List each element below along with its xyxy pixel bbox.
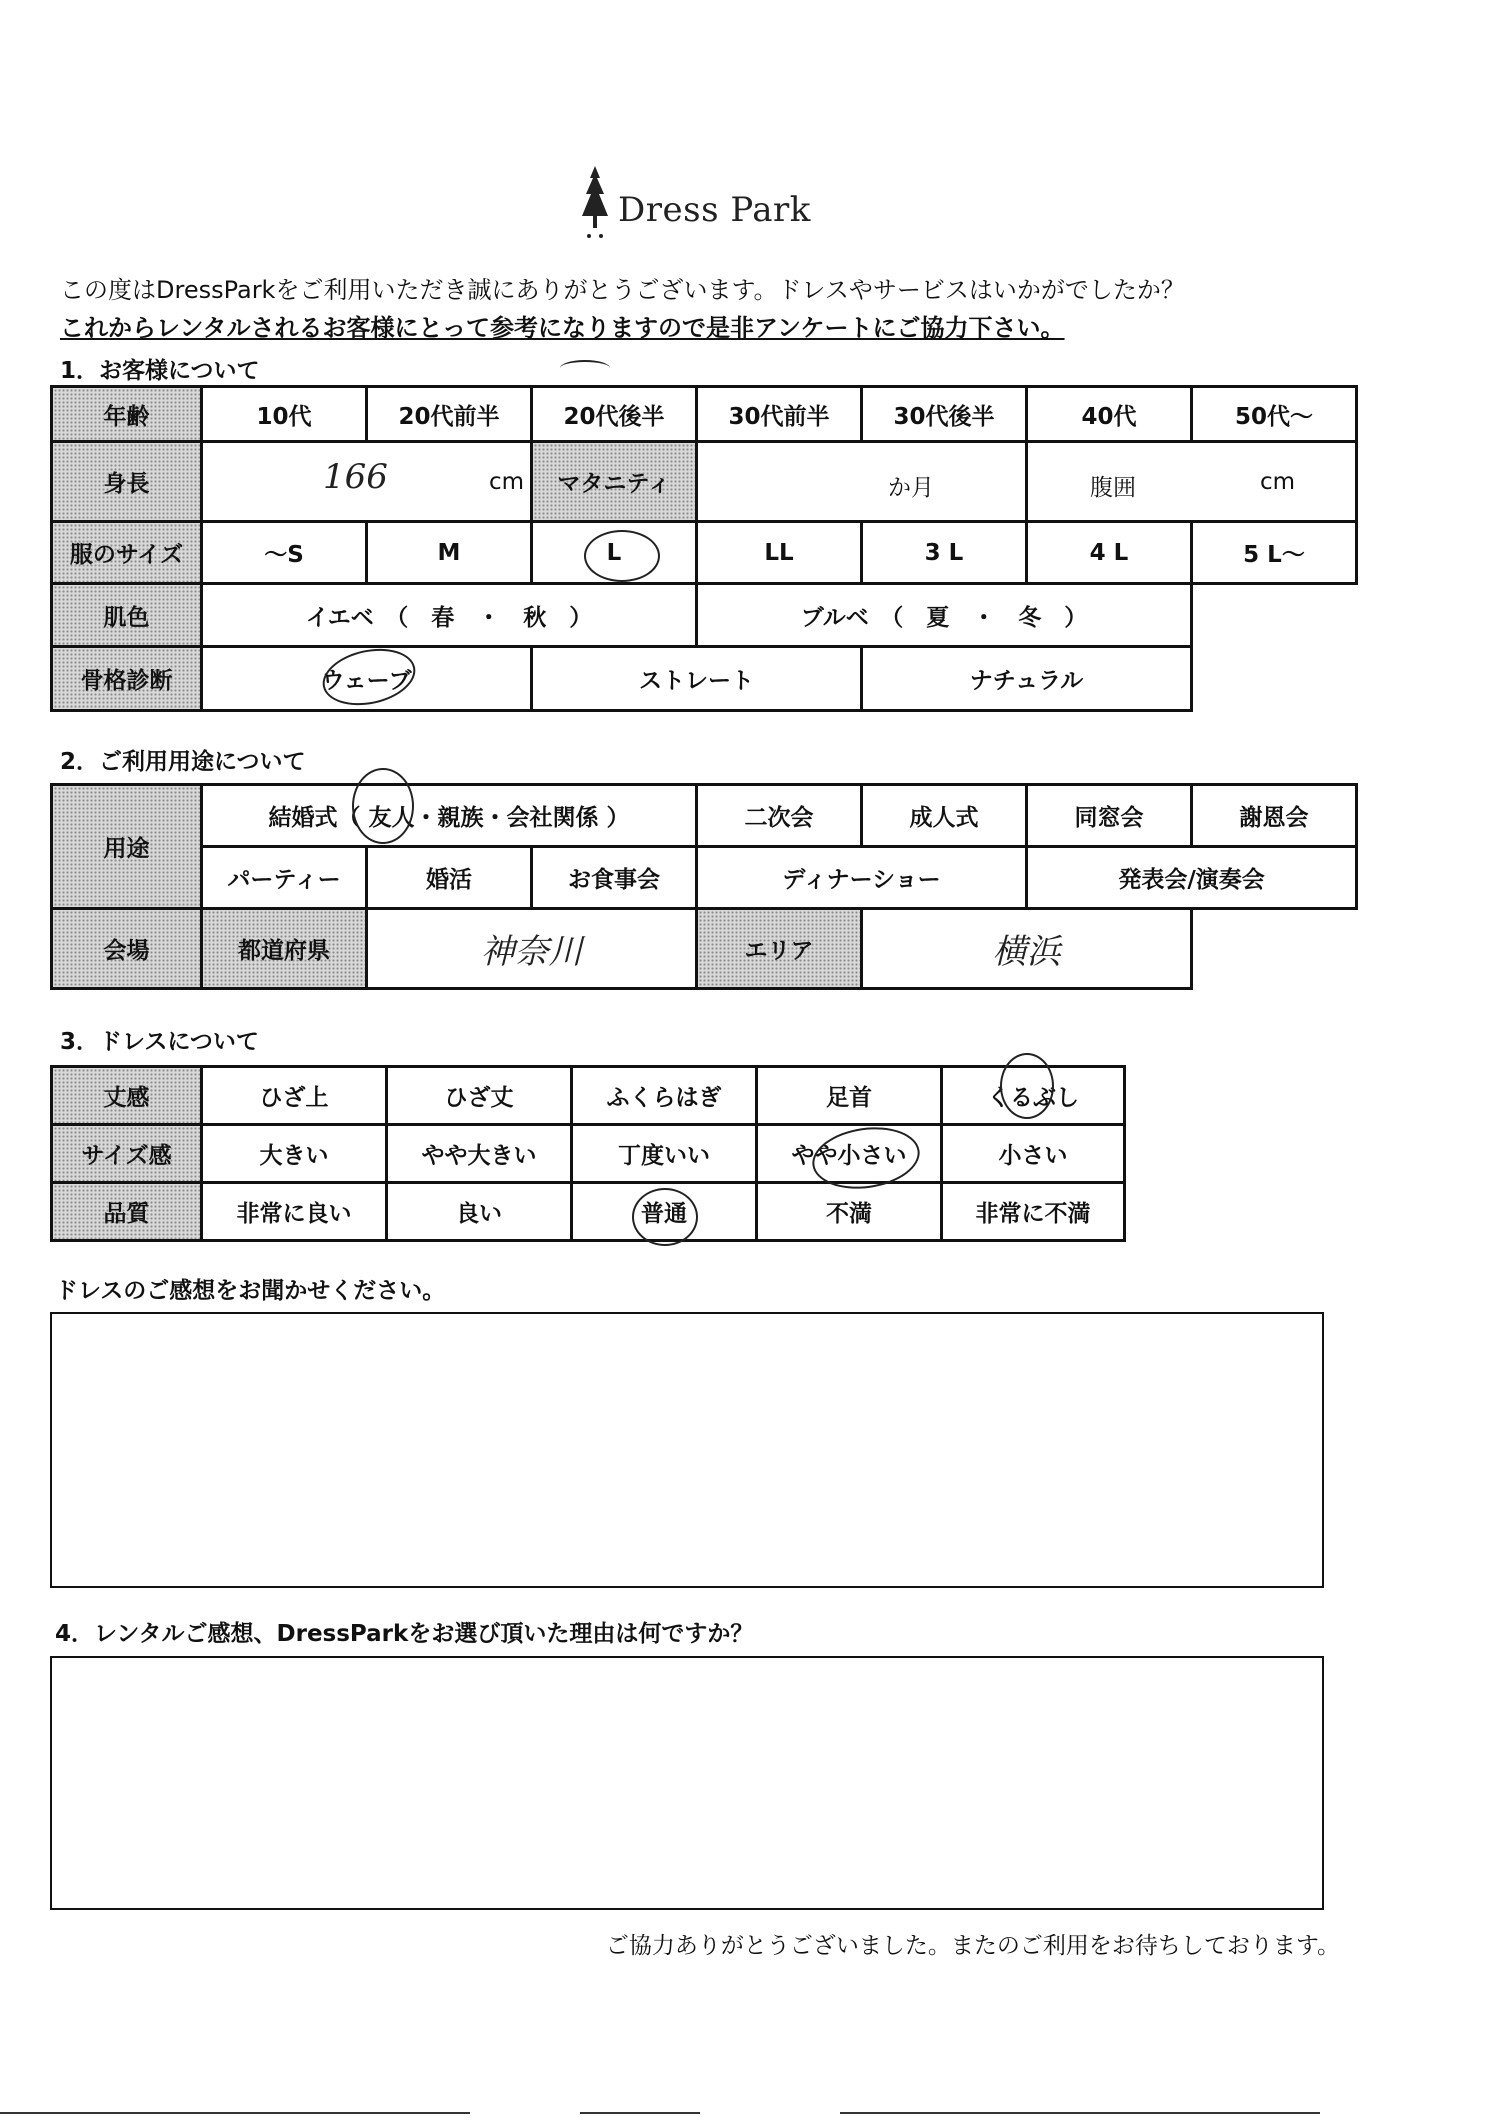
usage-option[interactable]: ディナーショー <box>697 847 1027 909</box>
length-option[interactable]: 足首 <box>757 1067 942 1125</box>
frame-option-selected[interactable]: ウェーブ <box>202 647 532 711</box>
usage-option[interactable]: 同窓会 <box>1027 785 1192 847</box>
wedding-option[interactable]: 結婚式（ 友人・親族・会社関係 ） <box>202 785 697 847</box>
venue-label: 会場 <box>52 909 202 989</box>
length-row <box>52 1067 1125 1125</box>
fit-option[interactable]: 大きい <box>202 1125 387 1183</box>
fit-option[interactable]: やや大きい <box>387 1125 572 1183</box>
size-option[interactable]: LL <box>697 522 862 584</box>
area-field[interactable] <box>862 909 1192 989</box>
size-option[interactable]: ～S <box>202 522 367 584</box>
section4-title: 4．レンタルご感想、DressParkをお選び頂いた理由は何ですか？ <box>55 1621 754 1647</box>
size-option[interactable]: 3 L <box>862 522 1027 584</box>
length-option-selected[interactable]: くるぶし <box>942 1067 1125 1125</box>
quality-row <box>52 1183 1125 1241</box>
usage-option[interactable]: 発表会/演奏会 <box>1027 847 1357 909</box>
dress-tree-icon <box>578 164 612 254</box>
size-option[interactable]: M <box>367 522 532 584</box>
scan-edge-line <box>840 2112 1320 2114</box>
age-option[interactable]: 30代後半 <box>862 387 1027 442</box>
skin-blue-option[interactable]: ブルベ （ 夏 ・ 冬 ） <box>697 584 1192 647</box>
selection-circle <box>352 768 414 844</box>
dresspark-logo <box>578 164 818 254</box>
height-label: 身長 <box>52 442 202 522</box>
venue-row <box>52 909 1357 989</box>
size-option[interactable]: 4 L <box>1027 522 1192 584</box>
fit-label: サイズ感 <box>52 1125 202 1183</box>
dress-table <box>50 1065 1126 1242</box>
length-option[interactable]: ひざ上 <box>202 1067 387 1125</box>
prefecture-label: 都道府県 <box>202 909 367 989</box>
usage-row-2 <box>52 847 1357 909</box>
selection-circle <box>584 530 660 582</box>
usage-option[interactable]: パーティー <box>202 847 367 909</box>
empty-cell <box>1192 647 1357 711</box>
age-label: 年齢 <box>52 387 202 442</box>
waist-field[interactable] <box>1027 442 1357 522</box>
usage-option[interactable]: 謝恩会 <box>1192 785 1357 847</box>
age-option[interactable]: 10代 <box>202 387 367 442</box>
rental-comment-box[interactable] <box>50 1656 1324 1910</box>
height-unit: cm <box>488 469 524 495</box>
selection-circle <box>1000 1053 1054 1119</box>
size-label: 服のサイズ <box>52 522 202 584</box>
quality-option-selected[interactable]: 普通 <box>572 1183 757 1241</box>
prefecture-value: 神奈川 <box>480 932 583 972</box>
frame-row <box>52 647 1357 711</box>
fit-row <box>52 1125 1125 1183</box>
usage-option[interactable]: お食事会 <box>532 847 697 909</box>
age-row <box>52 387 1357 442</box>
height-value: 166 <box>323 457 388 497</box>
usage-option[interactable]: 成人式 <box>862 785 1027 847</box>
empty-cell <box>1192 909 1357 989</box>
age-option[interactable]: 30代前半 <box>697 387 862 442</box>
selection-circle <box>632 1188 698 1246</box>
quality-option[interactable]: 不満 <box>757 1183 942 1241</box>
age-option[interactable]: 50代～ <box>1192 387 1357 442</box>
usage-option[interactable]: 二次会 <box>697 785 862 847</box>
age-option[interactable]: 20代前半 <box>367 387 532 442</box>
height-field[interactable] <box>202 442 532 522</box>
quality-label: 品質 <box>52 1183 202 1241</box>
thanks-message: ご協力ありがとうございました。またのご利用をお待ちしております。 <box>605 1933 1340 1959</box>
scan-edge-line <box>0 2112 470 2114</box>
length-label: 丈感 <box>52 1067 202 1125</box>
height-row <box>52 442 1357 522</box>
area-label: エリア <box>697 909 862 989</box>
area-value: 横浜 <box>992 932 1061 972</box>
length-option[interactable]: ひざ丈 <box>387 1067 572 1125</box>
handwritten-mark <box>560 360 610 376</box>
usage-row-1 <box>52 785 1357 847</box>
intro-request: これからレンタルされるお客様にとって参考になりますので是非アンケートにご協力下さい。 <box>60 314 1065 342</box>
usage-label: 用途 <box>52 785 202 909</box>
size-option[interactable]: 5 L～ <box>1192 522 1357 584</box>
logo-text: Dress Park <box>618 190 811 230</box>
age-option[interactable]: 40代 <box>1027 387 1192 442</box>
size-row <box>52 522 1357 584</box>
months-label: か月 <box>888 475 934 501</box>
maternity-field[interactable] <box>697 442 1027 522</box>
dress-comment-box[interactable] <box>50 1312 1324 1588</box>
dress-comment-title: ドレスのご感想をお聞かせください。 <box>55 1278 446 1304</box>
fit-option[interactable]: 丁度いい <box>572 1125 757 1183</box>
quality-option[interactable]: 非常に不満 <box>942 1183 1125 1241</box>
prefecture-field[interactable] <box>367 909 697 989</box>
size-option-selected[interactable]: L <box>532 522 697 584</box>
section2-title: 2．ご利用用途について <box>60 749 306 775</box>
frame-option[interactable]: ストレート <box>532 647 862 711</box>
frame-option[interactable]: ナチュラル <box>862 647 1192 711</box>
waist-label: 腹囲 <box>1090 475 1136 501</box>
skin-row <box>52 584 1357 647</box>
maternity-label: マタニティ <box>532 442 697 522</box>
quality-option[interactable]: 非常に良い <box>202 1183 387 1241</box>
skin-yellow-option[interactable]: イエベ （ 春 ・ 秋 ） <box>202 584 697 647</box>
fit-option[interactable]: 小さい <box>942 1125 1125 1183</box>
skin-label: 肌色 <box>52 584 202 647</box>
age-option-selected[interactable]: 20代後半 <box>532 387 697 442</box>
scan-edge-line <box>580 2112 700 2114</box>
quality-option[interactable]: 良い <box>387 1183 572 1241</box>
usage-option[interactable]: 婚活 <box>367 847 532 909</box>
customer-table-main <box>50 385 1358 712</box>
waist-unit: cm <box>1259 469 1295 495</box>
intro-text: この度はDressParkをご利用いただき誠にありがとうございます。ドレスやサービスはいかがでしたか？ <box>60 276 1185 304</box>
usage-table <box>50 783 1358 990</box>
section3-title: 3．ドレスについて <box>60 1029 259 1055</box>
length-option[interactable]: ふくらはぎ <box>572 1067 757 1125</box>
fit-option-selected[interactable]: やや小さい <box>757 1125 942 1183</box>
empty-cell <box>1192 584 1357 647</box>
section1-title: 1．お客様について <box>60 358 260 384</box>
frame-label: 骨格診断 <box>52 647 202 711</box>
